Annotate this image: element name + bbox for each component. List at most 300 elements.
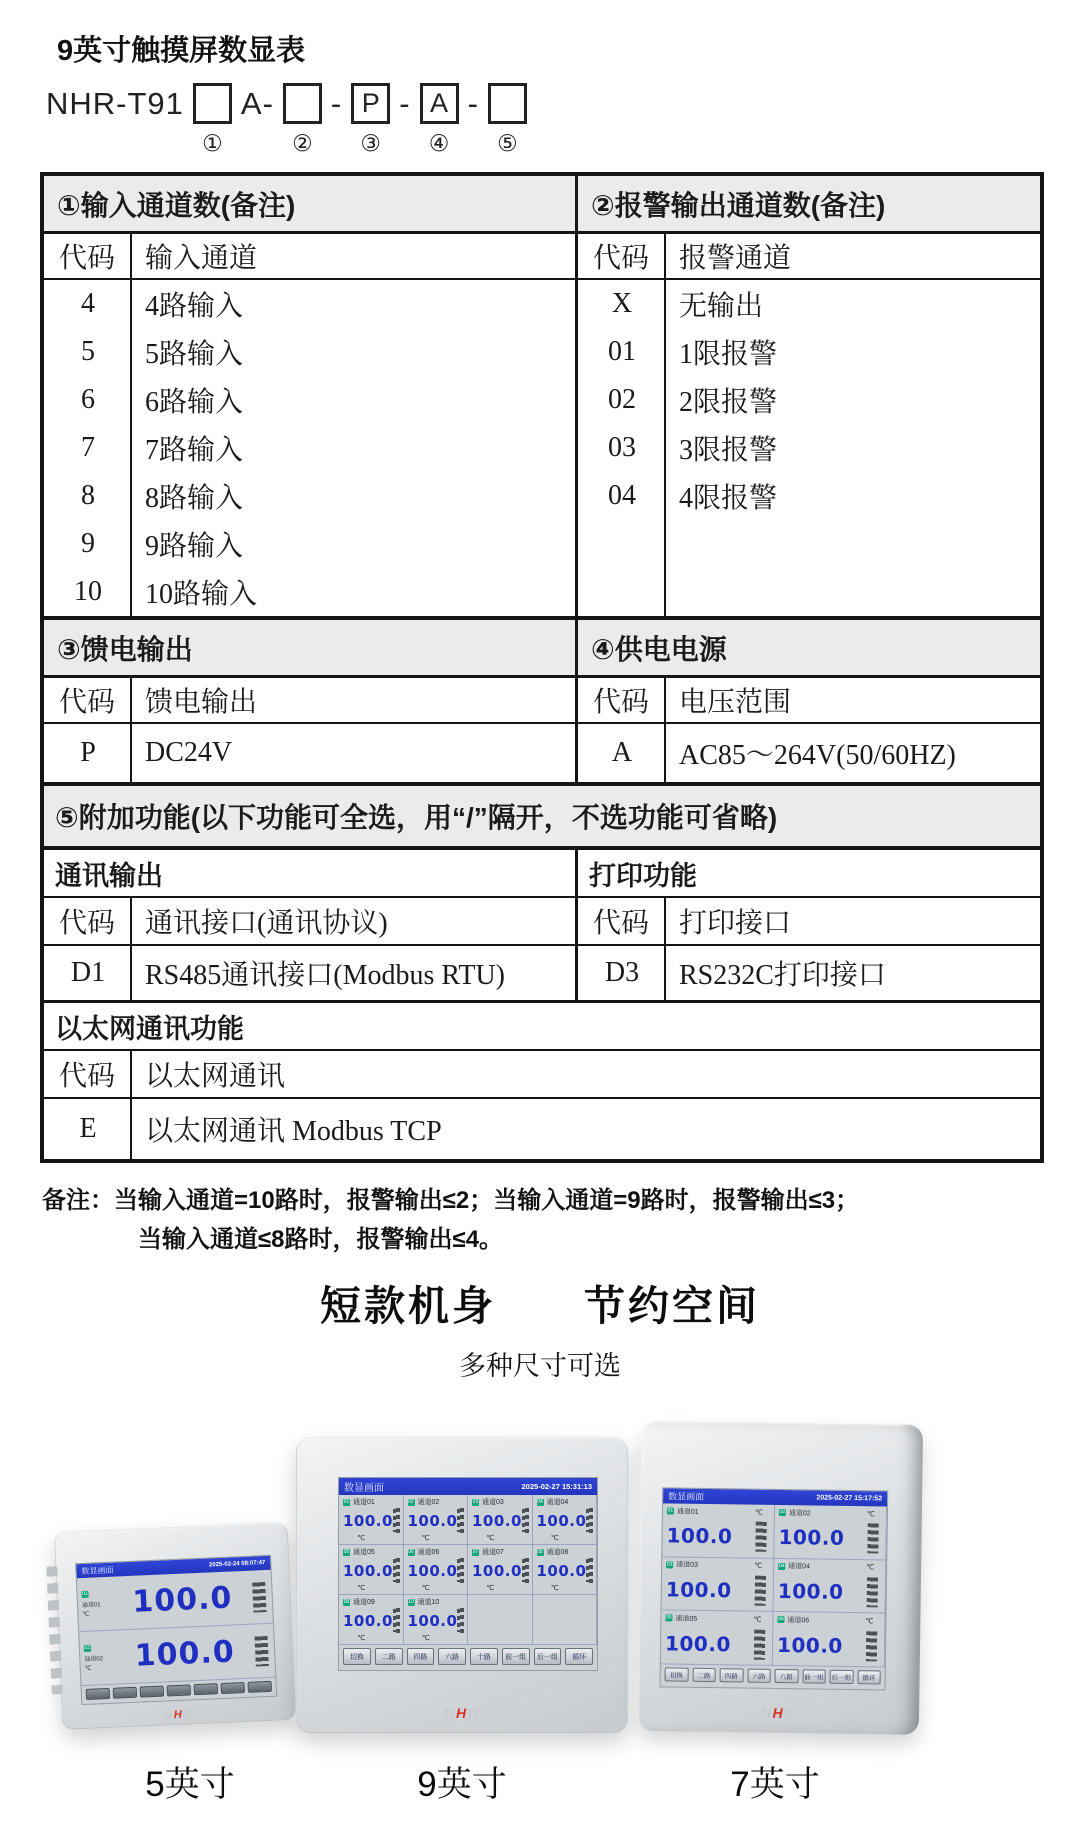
section-header: ④供电电源 <box>578 620 1040 678</box>
code-cell: 6 <box>81 384 95 415</box>
logo-letter: H <box>455 1705 469 1721</box>
screen-button <box>140 1686 164 1698</box>
channel-badge: 03 <box>472 1498 479 1505</box>
screen-button: 四路 <box>407 1648 435 1665</box>
table-row <box>578 328 1040 376</box>
table-row <box>578 472 1040 520</box>
desc-cell: 8路输入 <box>145 483 244 514</box>
model-box-2-segment <box>283 83 322 156</box>
model-text-a-dash: A- <box>240 86 274 121</box>
channel-label: 通道04 <box>546 1499 569 1506</box>
device-9inch <box>296 1437 628 1733</box>
model-text-segment <box>241 83 274 122</box>
channel-label: 通道09 <box>353 1599 375 1606</box>
screen-button: 十路 <box>470 1648 498 1665</box>
circle-5: ⑤ <box>497 130 518 156</box>
model-box-5-segment <box>488 83 527 156</box>
channel-cell <box>468 1495 533 1545</box>
level-bars-icon <box>755 1576 766 1606</box>
screen-datetime: 2025-02-27 15:31:13 <box>521 1482 592 1491</box>
screen-button <box>248 1681 272 1693</box>
channel-value: 100.0 <box>778 1525 845 1551</box>
page-title: 9英寸触摸屏数显表 <box>57 35 306 67</box>
screen-datetime: 2025-02-27 15:17:52 <box>816 1494 883 1503</box>
device-5inch <box>54 1522 296 1730</box>
channel-value: 100.0 <box>777 1578 844 1604</box>
circle-2: ② <box>292 130 313 156</box>
table-body <box>44 946 575 1000</box>
channel-badge: 02 <box>408 1498 414 1505</box>
code-column-header: 代码 <box>44 678 132 722</box>
circle-4: ④ <box>428 130 450 156</box>
channel-header <box>472 1597 529 1607</box>
section-additional-functions-header: ⑤附加功能(以下功能可全选，用“/”隔开，不选功能可省略) <box>44 782 1040 850</box>
channel-reading <box>537 1507 594 1534</box>
channel-value: 100.0 <box>343 1561 393 1580</box>
channel-header <box>537 1597 594 1607</box>
code-cell: X <box>611 288 633 319</box>
desc-column-header: 通讯接口(通讯协议) <box>145 908 388 939</box>
logo-letter: R <box>183 1708 195 1721</box>
code-cell: D3 <box>604 957 640 988</box>
table-row <box>44 328 575 376</box>
channel-unit: ℃ <box>486 1535 495 1542</box>
channel-label: 通道03 <box>676 1561 699 1570</box>
table-row <box>578 376 1040 424</box>
channel-row <box>77 1570 273 1632</box>
channel-reading <box>778 1572 883 1612</box>
column-headers <box>578 234 1040 280</box>
desc-cell: 3限报警 <box>679 435 778 466</box>
channel-header <box>343 1497 400 1507</box>
table-row <box>578 280 1040 328</box>
channel-cell <box>662 1557 775 1612</box>
section-comm-print <box>44 850 1040 1000</box>
channel-cell <box>773 1612 886 1667</box>
level-bars-icon <box>589 1558 593 1584</box>
table-body <box>44 1099 1040 1159</box>
code-cell: 01 <box>608 336 636 367</box>
section-power <box>44 616 1040 782</box>
model-dash-segment <box>399 83 410 122</box>
channel-label: 通道06 <box>417 1549 440 1556</box>
level-bars-icon <box>867 1577 878 1607</box>
channel-cell <box>468 1545 533 1595</box>
screen-button <box>194 1683 218 1695</box>
device-caption-9inch: 9英寸 <box>417 1765 507 1804</box>
desc-cell: RS232C打印接口 <box>679 960 886 991</box>
code-cell: P <box>80 737 96 768</box>
model-prefix-segment <box>46 83 184 122</box>
channel-label: 通道10 <box>417 1599 440 1606</box>
channel-header <box>472 1547 529 1557</box>
channel-cell <box>339 1595 404 1645</box>
channel-grid <box>661 1503 887 1667</box>
channel-cell <box>533 1595 598 1645</box>
logo-letter: R <box>784 1705 797 1722</box>
channel-unit: ℃ <box>82 1611 90 1619</box>
screen-button: 六路 <box>438 1648 466 1665</box>
desc-cell: 以太网通讯 Modbus TCP <box>145 1116 442 1147</box>
channel-cell <box>339 1495 404 1545</box>
channel-cell <box>339 1545 404 1595</box>
table-row <box>44 724 575 782</box>
channel-cell <box>468 1595 533 1645</box>
desc-cell: 4路输入 <box>145 291 244 322</box>
logo-letter: N <box>760 1704 773 1721</box>
channel-cell <box>404 1545 469 1595</box>
channel-unit: ℃ <box>421 1535 430 1542</box>
channel-unit: ℃ <box>357 1585 366 1592</box>
table-body <box>44 724 575 782</box>
channel-cell <box>533 1495 598 1545</box>
desc-cell: 5路输入 <box>145 339 244 370</box>
channel-cell <box>404 1595 469 1645</box>
marketing-headline: 短款机身 节约空间 <box>320 1283 760 1329</box>
channel-header <box>472 1497 529 1507</box>
level-bars-icon <box>396 1558 400 1584</box>
level-bars-icon <box>396 1608 400 1634</box>
model-box-3: P <box>351 83 390 124</box>
level-bars-icon <box>867 1524 878 1554</box>
screen-button <box>167 1684 191 1696</box>
screen-button <box>113 1687 137 1699</box>
table-body <box>578 946 1040 1000</box>
channel-header <box>537 1497 594 1507</box>
level-bars-icon <box>252 1582 266 1613</box>
channel-value: 100.0 <box>407 1611 458 1630</box>
screen-titlebar <box>339 1478 597 1495</box>
channel-badge: 10 <box>408 1598 414 1605</box>
channel-label: 通道05 <box>675 1615 698 1623</box>
code-cell: 7 <box>81 432 95 463</box>
level-bars-icon <box>525 1508 529 1534</box>
channel-label: 通道07 <box>482 1549 504 1556</box>
subsection-title: 通讯输出 <box>44 850 575 898</box>
channel-label: 通道02 <box>84 1656 104 1663</box>
section-header: ①输入通道数(备注) <box>44 176 575 234</box>
code-cell: 02 <box>608 384 636 415</box>
channel-badge: 01 <box>667 1507 674 1514</box>
channel-meta <box>81 1590 112 1618</box>
level-bars-icon <box>755 1522 766 1552</box>
logo-letter: N <box>443 1705 456 1721</box>
channel-unit: ℃ <box>550 1585 559 1592</box>
table-row <box>44 280 575 328</box>
device-caption-7inch: 7英寸 <box>730 1765 820 1804</box>
screen-button: 前一组 <box>802 1669 826 1683</box>
screen-button <box>221 1682 245 1694</box>
channel-unit: ℃ <box>865 1618 874 1626</box>
channel-reading <box>343 1607 400 1634</box>
channel-header <box>408 1597 465 1607</box>
code-cell: 8 <box>81 480 95 511</box>
screen-button: 二路 <box>692 1668 716 1682</box>
model-dash-segment <box>331 83 342 122</box>
device-caption-5inch: 5英寸 <box>145 1765 235 1804</box>
marketing-subtitle: 多种尺寸可选 <box>459 1351 621 1381</box>
device-screen <box>75 1555 277 1705</box>
screen-button: 后一组 <box>534 1648 562 1665</box>
table-body <box>578 280 1040 616</box>
code-cell: A <box>611 737 633 768</box>
desc-cell: 4限报警 <box>679 483 778 514</box>
channel-reading <box>666 1570 771 1610</box>
channel-unit: ℃ <box>357 1635 366 1642</box>
column-headers <box>44 898 575 946</box>
channel-reading <box>665 1624 770 1664</box>
device-7inch <box>638 1421 923 1735</box>
channel-badge: 03 <box>666 1561 673 1568</box>
desc-cell: 9路输入 <box>145 531 244 562</box>
channel-unit <box>537 1634 594 1643</box>
table-body <box>44 280 575 616</box>
screen-button-bar <box>660 1664 884 1689</box>
screen-button: 六路 <box>747 1669 771 1683</box>
section-header: ②报警输出通道数(备注) <box>578 176 1040 234</box>
channel-reading <box>472 1507 529 1534</box>
screen-button: 后一组 <box>830 1670 854 1684</box>
channel-value: 100.0 <box>407 1511 458 1530</box>
circle-3: ③ <box>360 130 382 156</box>
channel-header <box>537 1547 594 1557</box>
circle-1: ① <box>202 130 223 156</box>
channel-label: 通道02 <box>417 1499 440 1506</box>
ordering-spec-table <box>40 172 1044 1163</box>
screen-button: 二路 <box>375 1648 403 1665</box>
channel-reading <box>472 1607 529 1634</box>
column-headers <box>578 678 1040 724</box>
channel-reading <box>343 1507 400 1534</box>
channel-value: 100.0 <box>776 1632 843 1658</box>
footnote-line-2: 当输入通道≤8路时，报警输出≤4。 <box>138 1226 504 1253</box>
code-cell: E <box>79 1113 97 1144</box>
channel-cell <box>774 1505 887 1560</box>
model-box-5 <box>488 83 527 124</box>
channel-unit: ℃ <box>866 1510 875 1518</box>
subsection-title: 以太网通讯功能 <box>44 1003 1040 1051</box>
channel-cell <box>533 1545 598 1595</box>
channel-value: 100.0 <box>472 1561 522 1580</box>
desc-column-header: 以太网通讯 <box>145 1061 286 1092</box>
code-cell: 9 <box>81 528 95 559</box>
table-row <box>44 946 575 1000</box>
level-bars-icon <box>525 1558 529 1584</box>
channel-meta <box>84 1644 115 1672</box>
screen-datetime: 2025-02-24 08:07:47 <box>208 1560 266 1569</box>
section-supply-voltage <box>575 620 1040 782</box>
channel-value: 100.0 <box>131 1580 234 1620</box>
table-row <box>44 472 575 520</box>
channel-label: 通道01 <box>353 1499 375 1506</box>
channel-badge: 09 <box>343 1598 350 1605</box>
channel-reading <box>472 1557 529 1584</box>
desc-column-header: 打印接口 <box>679 908 792 939</box>
channel-cell <box>404 1495 469 1545</box>
channel-badge: 06 <box>778 1616 784 1623</box>
channel-row <box>79 1624 275 1686</box>
table-row <box>44 520 575 568</box>
connector-fins <box>46 1566 63 1694</box>
channel-label: 通道01 <box>81 1602 101 1610</box>
channel-unit: ℃ <box>486 1585 495 1592</box>
channel-value: 100.0 <box>343 1611 393 1630</box>
channel-unit: ℃ <box>421 1585 430 1592</box>
section-feed-output <box>44 620 575 782</box>
code-cell: 03 <box>608 432 636 463</box>
model-box-4-segment <box>420 83 459 156</box>
code-column-header: 代码 <box>44 234 132 278</box>
channel-value: 100.0 <box>666 1523 733 1549</box>
channel-label: 通道03 <box>482 1499 504 1506</box>
desc-cell: 无输出 <box>679 291 764 322</box>
code-column-header: 代码 <box>578 678 666 722</box>
desc-cell: 2限报警 <box>679 387 778 418</box>
desc-cell: 6路输入 <box>145 387 244 418</box>
channel-label: 通道05 <box>353 1549 375 1556</box>
logo-letter: H <box>173 1708 185 1722</box>
channel-unit: ℃ <box>754 1509 763 1517</box>
desc-column-header: 报警通道 <box>679 243 792 274</box>
screen-button: 切换 <box>343 1648 371 1665</box>
channel-value: 100.0 <box>407 1561 458 1580</box>
level-bars-icon <box>589 1508 593 1534</box>
code-cell: 4 <box>81 288 95 319</box>
channel-badge: 08 <box>537 1548 543 1555</box>
desc-cell: 7路输入 <box>145 435 244 466</box>
channel-reading <box>408 1507 465 1534</box>
channel-label: 通道06 <box>787 1616 810 1625</box>
model-box-3-segment <box>351 83 390 156</box>
table-row <box>44 1099 1040 1159</box>
channel-label: 通道04 <box>788 1563 811 1571</box>
channel-header <box>343 1547 400 1557</box>
desc-cell: 10路输入 <box>145 579 258 610</box>
logo-letter: N <box>163 1709 175 1722</box>
section-ethernet <box>44 1000 1040 1159</box>
section-comm-output <box>44 850 575 1000</box>
channel-reading <box>777 1625 882 1665</box>
channel-reading <box>778 1518 883 1558</box>
channel-header <box>408 1497 465 1507</box>
table-body <box>578 724 1040 782</box>
section-header: ③馈电输出 <box>44 620 575 678</box>
code-column-header: 代码 <box>578 234 666 278</box>
logo-letter: H <box>772 1704 785 1722</box>
channel-value: 100.0 <box>536 1511 587 1530</box>
screen-title: 数显画面 <box>668 1491 705 1502</box>
nhr-logo <box>62 1704 296 1726</box>
level-bars-icon <box>396 1508 400 1534</box>
channel-unit: ℃ <box>421 1635 430 1642</box>
product-showcase <box>0 1387 1080 1827</box>
model-box-1-segment <box>193 83 232 156</box>
channel-value: 100.0 <box>536 1561 587 1580</box>
model-dash: - <box>399 86 411 121</box>
table-row <box>578 724 1040 782</box>
channel-badge: 02 <box>84 1644 91 1651</box>
channel-badge: 05 <box>666 1614 672 1621</box>
nhr-logo <box>296 1705 628 1721</box>
channel-value: 100.0 <box>472 1511 522 1530</box>
channel-value: 100.0 <box>665 1577 732 1603</box>
desc-column-header: 输入通道 <box>145 243 258 274</box>
screen-button <box>86 1688 110 1700</box>
channel-badge: 06 <box>408 1548 414 1555</box>
column-headers <box>44 678 575 724</box>
desc-column-header: 馈电输出 <box>145 687 258 718</box>
table-row <box>44 424 575 472</box>
level-bars-icon <box>460 1508 464 1534</box>
device-screen <box>659 1487 888 1690</box>
channel-badge: 01 <box>343 1498 350 1505</box>
level-bars-icon <box>460 1608 464 1634</box>
channel-unit: ℃ <box>84 1665 92 1672</box>
channel-unit: ℃ <box>550 1535 559 1542</box>
channel-reading <box>408 1607 465 1634</box>
code-column-header: 代码 <box>44 898 132 944</box>
model-prefix: NHR-T91 <box>46 86 184 121</box>
screen-button: 切换 <box>665 1667 689 1681</box>
channel-unit: ℃ <box>357 1535 366 1542</box>
channel-reading <box>408 1557 465 1584</box>
level-bars-icon <box>754 1629 765 1659</box>
channel-badge: 04 <box>537 1498 543 1505</box>
channel-value: 100.0 <box>664 1631 732 1656</box>
channel-value: 100.0 <box>343 1511 393 1530</box>
screen-title: 数显画面 <box>344 1483 384 1494</box>
channel-unit: ℃ <box>753 1616 762 1624</box>
level-bars-icon <box>255 1635 269 1666</box>
model-dash-segment <box>468 83 479 122</box>
footnote-line-1: 备注：当输入通道=10路时，报警输出≤2；当输入通道=9路时，报警输出≤3； <box>42 1187 860 1214</box>
channel-reading <box>537 1607 594 1634</box>
channel-badge: 05 <box>343 1548 350 1555</box>
section-alarm-channels <box>575 176 1040 616</box>
channel-cell <box>774 1559 887 1614</box>
desc-cell: DC24V <box>145 737 233 768</box>
screen-button: 四路 <box>720 1668 744 1682</box>
screen-title: 数显画面 <box>81 1565 114 1576</box>
code-cell: D1 <box>70 957 106 988</box>
channel-badge: 07 <box>472 1548 479 1555</box>
screen-button-bar <box>339 1645 597 1670</box>
channel-badge: 01 <box>82 1590 88 1598</box>
subsection-title: 打印功能 <box>578 850 1040 898</box>
channel-label: 通道08 <box>546 1549 569 1556</box>
screen-button: 循环 <box>857 1670 881 1684</box>
column-headers <box>44 1051 1040 1099</box>
desc-cell: 1限报警 <box>679 339 778 370</box>
screen-button: 循环 <box>565 1648 593 1665</box>
channel-badge: 02 <box>779 1508 786 1516</box>
level-bars-icon <box>866 1631 877 1661</box>
code-column-header: 代码 <box>44 1051 132 1097</box>
channel-header <box>343 1597 400 1607</box>
channel-label: 通道01 <box>676 1508 699 1516</box>
channel-unit: ℃ <box>754 1562 763 1570</box>
channel-list <box>77 1570 276 1686</box>
channel-unit <box>472 1634 529 1643</box>
channel-label: 通道02 <box>788 1509 811 1517</box>
code-cell: 5 <box>81 336 95 367</box>
model-code-line <box>46 83 1080 156</box>
desc-cell: RS485通讯接口(Modbus RTU) <box>145 960 506 991</box>
logo-letter: R <box>468 1705 481 1721</box>
section-input-alarm <box>44 176 1040 616</box>
table-row <box>44 568 575 616</box>
channel-grid <box>339 1495 597 1645</box>
